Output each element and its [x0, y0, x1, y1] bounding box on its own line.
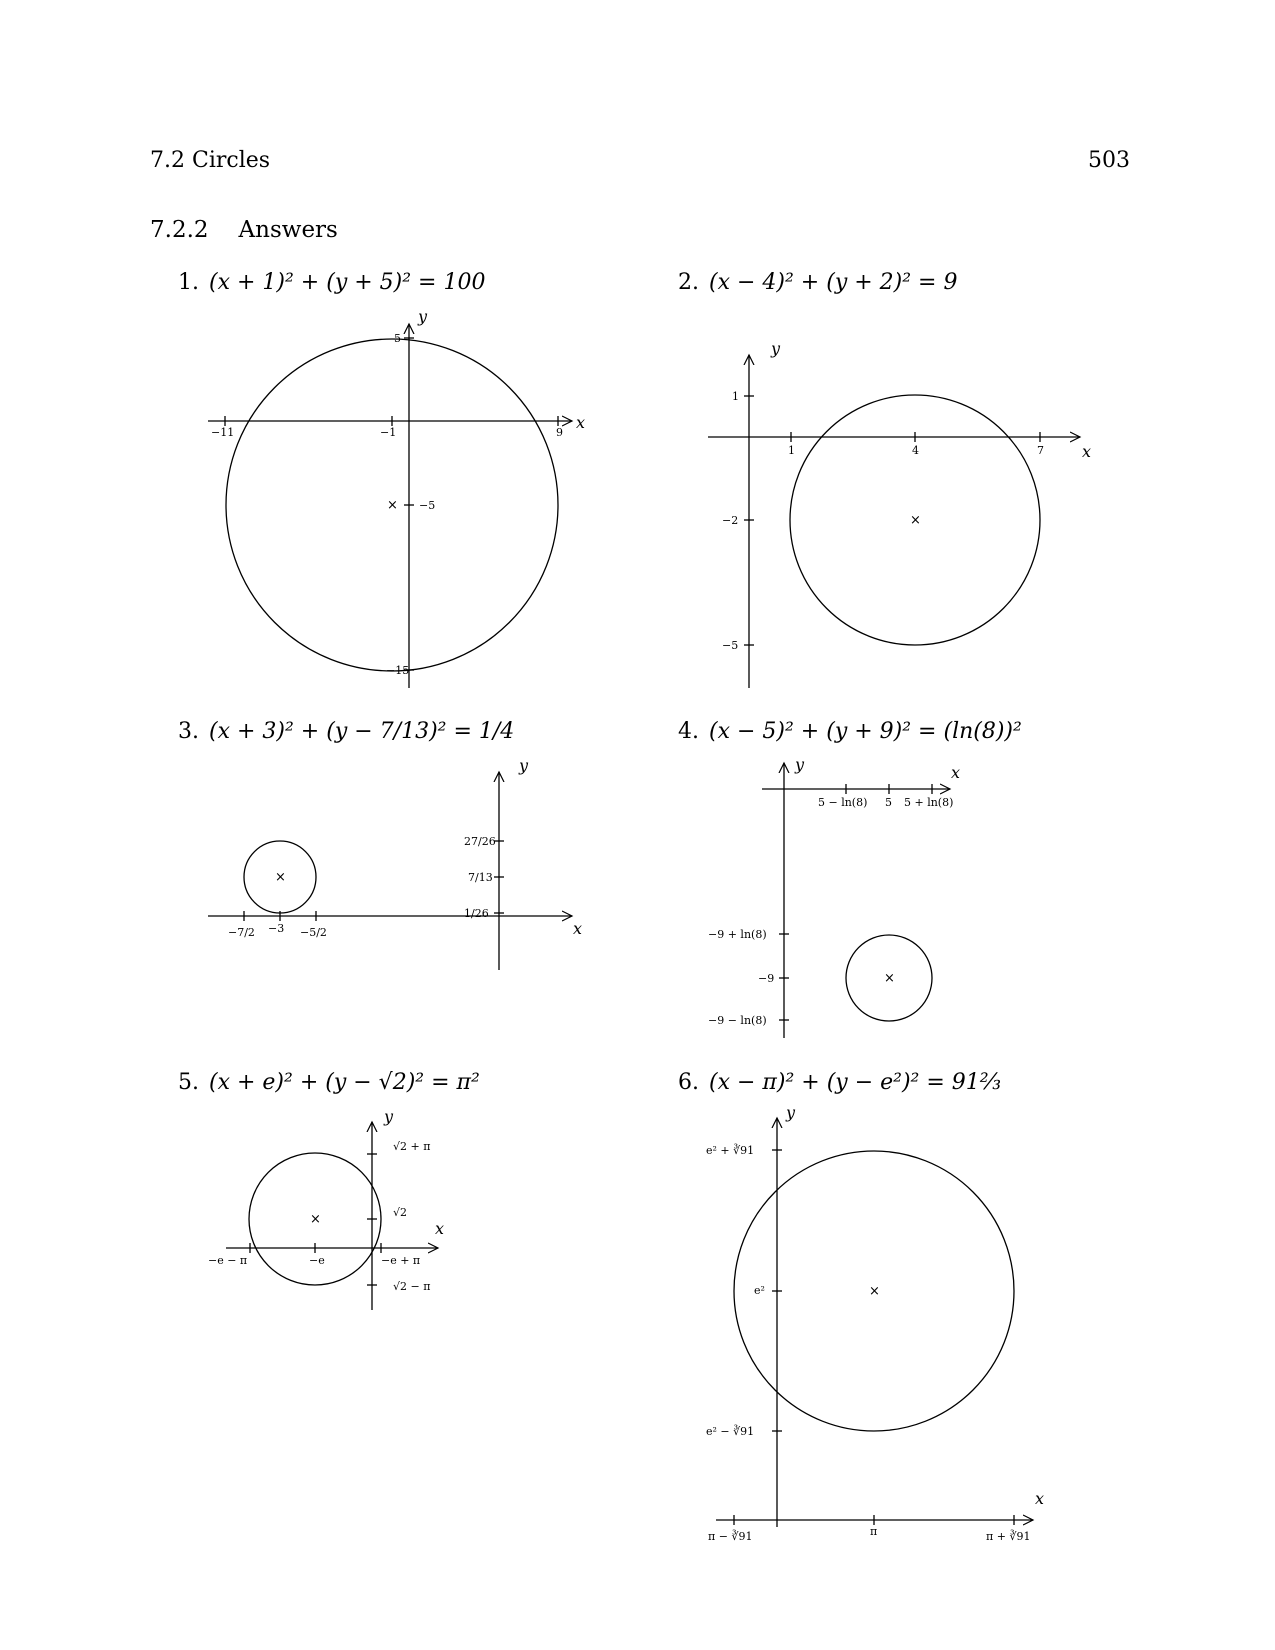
x-tick-label: π	[870, 1525, 878, 1538]
y-tick-label: 1	[732, 390, 739, 403]
x-tick-label: 9	[556, 426, 563, 439]
problem-number: 6.	[678, 1070, 699, 1095]
x-tick-label: π − ∛91	[708, 1530, 753, 1543]
x-tick-label: 1	[788, 444, 795, 457]
x-tick-label: 4	[912, 444, 919, 457]
y-tick-label: −5	[419, 499, 436, 512]
problem-equation: (x + 1)² + (y + 5)² = 100	[209, 270, 486, 295]
center-marker: ×	[310, 1212, 321, 1227]
y-tick-label: 27/26	[464, 835, 496, 848]
graph-6	[706, 1103, 1044, 1543]
y-tick-label: e²	[754, 1284, 765, 1297]
center-marker: ×	[884, 971, 895, 986]
problem-number: 1.	[178, 270, 199, 295]
graph-3	[208, 756, 582, 970]
x-axis-label: x	[576, 413, 586, 432]
y-tick-label: −2	[722, 514, 739, 527]
graph-5	[208, 1107, 444, 1310]
y-tick-label: e² − ∛91	[706, 1425, 755, 1438]
x-tick-label: −11	[211, 426, 235, 439]
y-axis-label: y	[418, 307, 428, 326]
problem-equation: (x − π)² + (y − e²)² = 91⅔	[709, 1070, 1002, 1095]
y-tick-label: 7/13	[468, 871, 493, 884]
problem-equation: (x + 3)² + (y − 7/13)² = 1/4	[209, 719, 515, 744]
graph-1	[208, 307, 585, 688]
x-axis-label: x	[435, 1219, 445, 1238]
y-tick-label: −5	[722, 639, 739, 652]
subsection-title: Answers	[238, 217, 338, 243]
page-number: 503	[1088, 148, 1130, 173]
y-tick-label: e² + ∛91	[706, 1144, 755, 1157]
x-tick-label: π + ∛91	[986, 1530, 1031, 1543]
problem-number: 2.	[678, 270, 699, 295]
y-axis-label: y	[786, 1103, 796, 1122]
x-axis-label: x	[951, 763, 961, 782]
center-marker: ×	[869, 1284, 880, 1299]
y-axis-label: y	[771, 339, 781, 358]
center-marker: ×	[910, 513, 921, 528]
x-axis-label: x	[573, 919, 583, 938]
x-tick-label: 7	[1037, 444, 1044, 457]
x-axis-label: x	[1035, 1489, 1045, 1508]
y-axis-label: y	[519, 756, 529, 775]
y-tick-label: 1/26	[464, 907, 489, 920]
center-marker: ×	[275, 870, 286, 885]
problem-equation: (x + e)² + (y − √2)² = π²	[209, 1070, 480, 1095]
problem-number: 4.	[678, 719, 699, 744]
problem-number: 5.	[178, 1070, 199, 1095]
y-tick-label: √2 − π	[393, 1280, 431, 1293]
x-axis-label: x	[1082, 442, 1092, 461]
problem-equation: (x − 5)² + (y + 9)² = (ln(8))²	[709, 719, 1022, 744]
x-tick-label: 5 + ln(8)	[904, 796, 954, 809]
y-tick-label: −9 − ln(8)	[708, 1014, 767, 1027]
center-marker: ×	[387, 498, 398, 513]
y-axis-label: y	[795, 755, 805, 774]
y-tick-label: √2	[393, 1206, 408, 1219]
graph-4	[708, 755, 960, 1038]
y-tick-label: −9 + ln(8)	[708, 928, 767, 941]
y-axis-label: y	[384, 1107, 394, 1126]
subsection-number: 7.2.2	[150, 217, 209, 243]
problem-equation: (x − 4)² + (y + 2)² = 9	[709, 270, 958, 295]
y-tick-label: −9	[758, 972, 775, 985]
x-tick-label: 5 − ln(8)	[818, 796, 868, 809]
x-tick-label: 5	[885, 796, 892, 809]
x-tick-label: −e + π	[381, 1254, 421, 1267]
problem-number: 3.	[178, 719, 199, 744]
x-tick-label: −e − π	[208, 1254, 248, 1267]
x-tick-label: −3	[268, 922, 285, 935]
x-tick-label: −7/2	[228, 926, 255, 939]
y-tick-label: −15	[386, 664, 410, 677]
graph-2	[708, 339, 1091, 688]
x-tick-label: −5/2	[300, 926, 327, 939]
x-tick-label: −e	[309, 1254, 325, 1267]
running-header-section: 7.2 Circles	[150, 148, 271, 173]
y-tick-label: 5	[394, 332, 401, 345]
x-tick-label: −1	[380, 426, 397, 439]
y-tick-label: √2 + π	[393, 1140, 431, 1153]
